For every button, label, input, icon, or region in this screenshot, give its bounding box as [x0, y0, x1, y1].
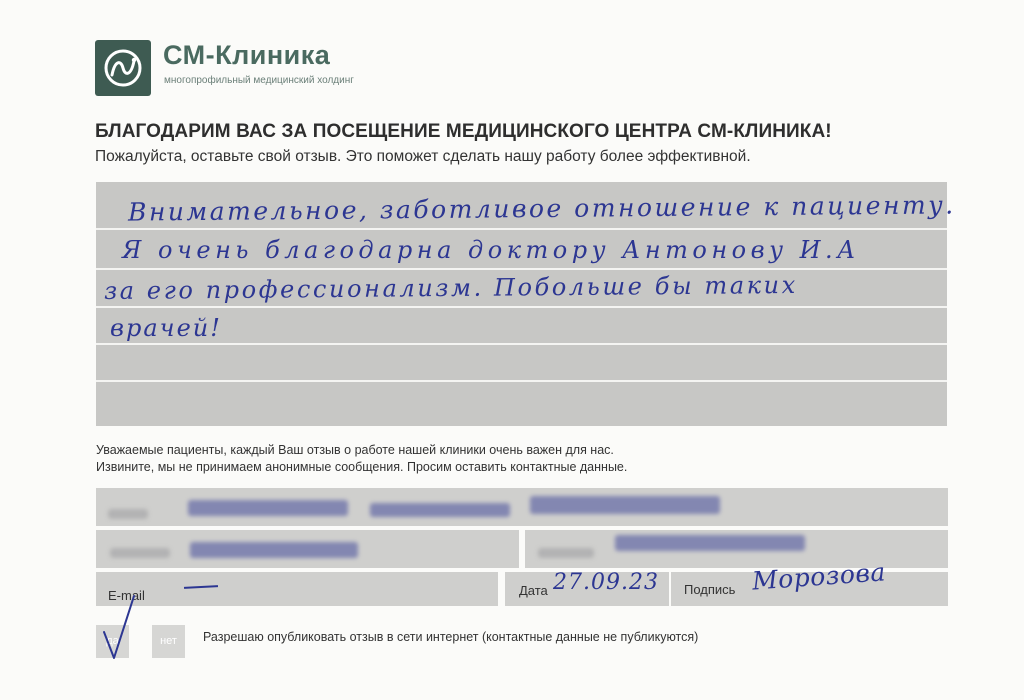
feedback-text-line: врачей!	[110, 314, 222, 342]
logo-subtitle: многопрофильный медицинский холдинг	[164, 75, 354, 86]
date-value: 27.09.23	[553, 570, 659, 595]
feedback-rule	[96, 380, 947, 382]
feedback-text-line: Я очень благодарна доктору Антонову И.А	[122, 236, 860, 264]
checkmark-icon	[96, 592, 146, 664]
feedback-rule	[96, 228, 947, 230]
consent-yes-checkbox[interactable]: да	[96, 625, 129, 658]
logo-snake-icon	[95, 40, 151, 96]
feedback-text-line: за его профессионализм. Побольше бы таких	[103, 270, 798, 306]
notice-text: Уважаемые пациенты, каждый Ваш отзыв о работе нашей клиники очень важен для нас.	[96, 443, 614, 457]
redacted-value	[190, 542, 358, 558]
consent-text: Разрешаю опубликовать отзыв в сети интернет (контактные данные не публикуются)	[203, 630, 699, 644]
consent-no-checkbox[interactable]: нет	[152, 625, 185, 658]
email-label: E-mail	[108, 588, 145, 603]
feedback-rule	[96, 268, 947, 270]
clinic-logo	[95, 40, 151, 96]
page-title: БЛАГОДАРИМ ВАС ЗА ПОСЕЩЕНИЕ МЕДИЦИНСКОГО ЦЕНТРА СМ-КЛИНИКА!	[95, 121, 832, 142]
redacted-value	[530, 496, 720, 514]
redacted-value	[615, 535, 805, 551]
date-label: Дата	[519, 583, 548, 598]
redacted-label	[108, 509, 148, 519]
signature-label: Подпись	[684, 582, 736, 597]
email-field[interactable]	[96, 572, 498, 606]
feedback-rule	[96, 343, 947, 345]
page-subtitle: Пожалуйста, оставьте свой отзыв. Это поможет сделать нашу работу более эффективной.	[95, 148, 751, 165]
signature-value: Морозова	[751, 557, 887, 596]
redacted-value	[188, 500, 348, 516]
feedback-text-line: Внимательное, заботливое отношение к пациенту.	[127, 190, 956, 227]
feedback-rule	[96, 306, 947, 308]
logo-title: СМ-Клиника	[163, 40, 331, 70]
notice-text: Извините, мы не принимаем анонимные сообщения. Просим оставить контактные данные.	[96, 460, 628, 474]
redacted-label	[110, 548, 170, 558]
redacted-label	[538, 548, 594, 558]
redacted-value	[370, 503, 510, 517]
